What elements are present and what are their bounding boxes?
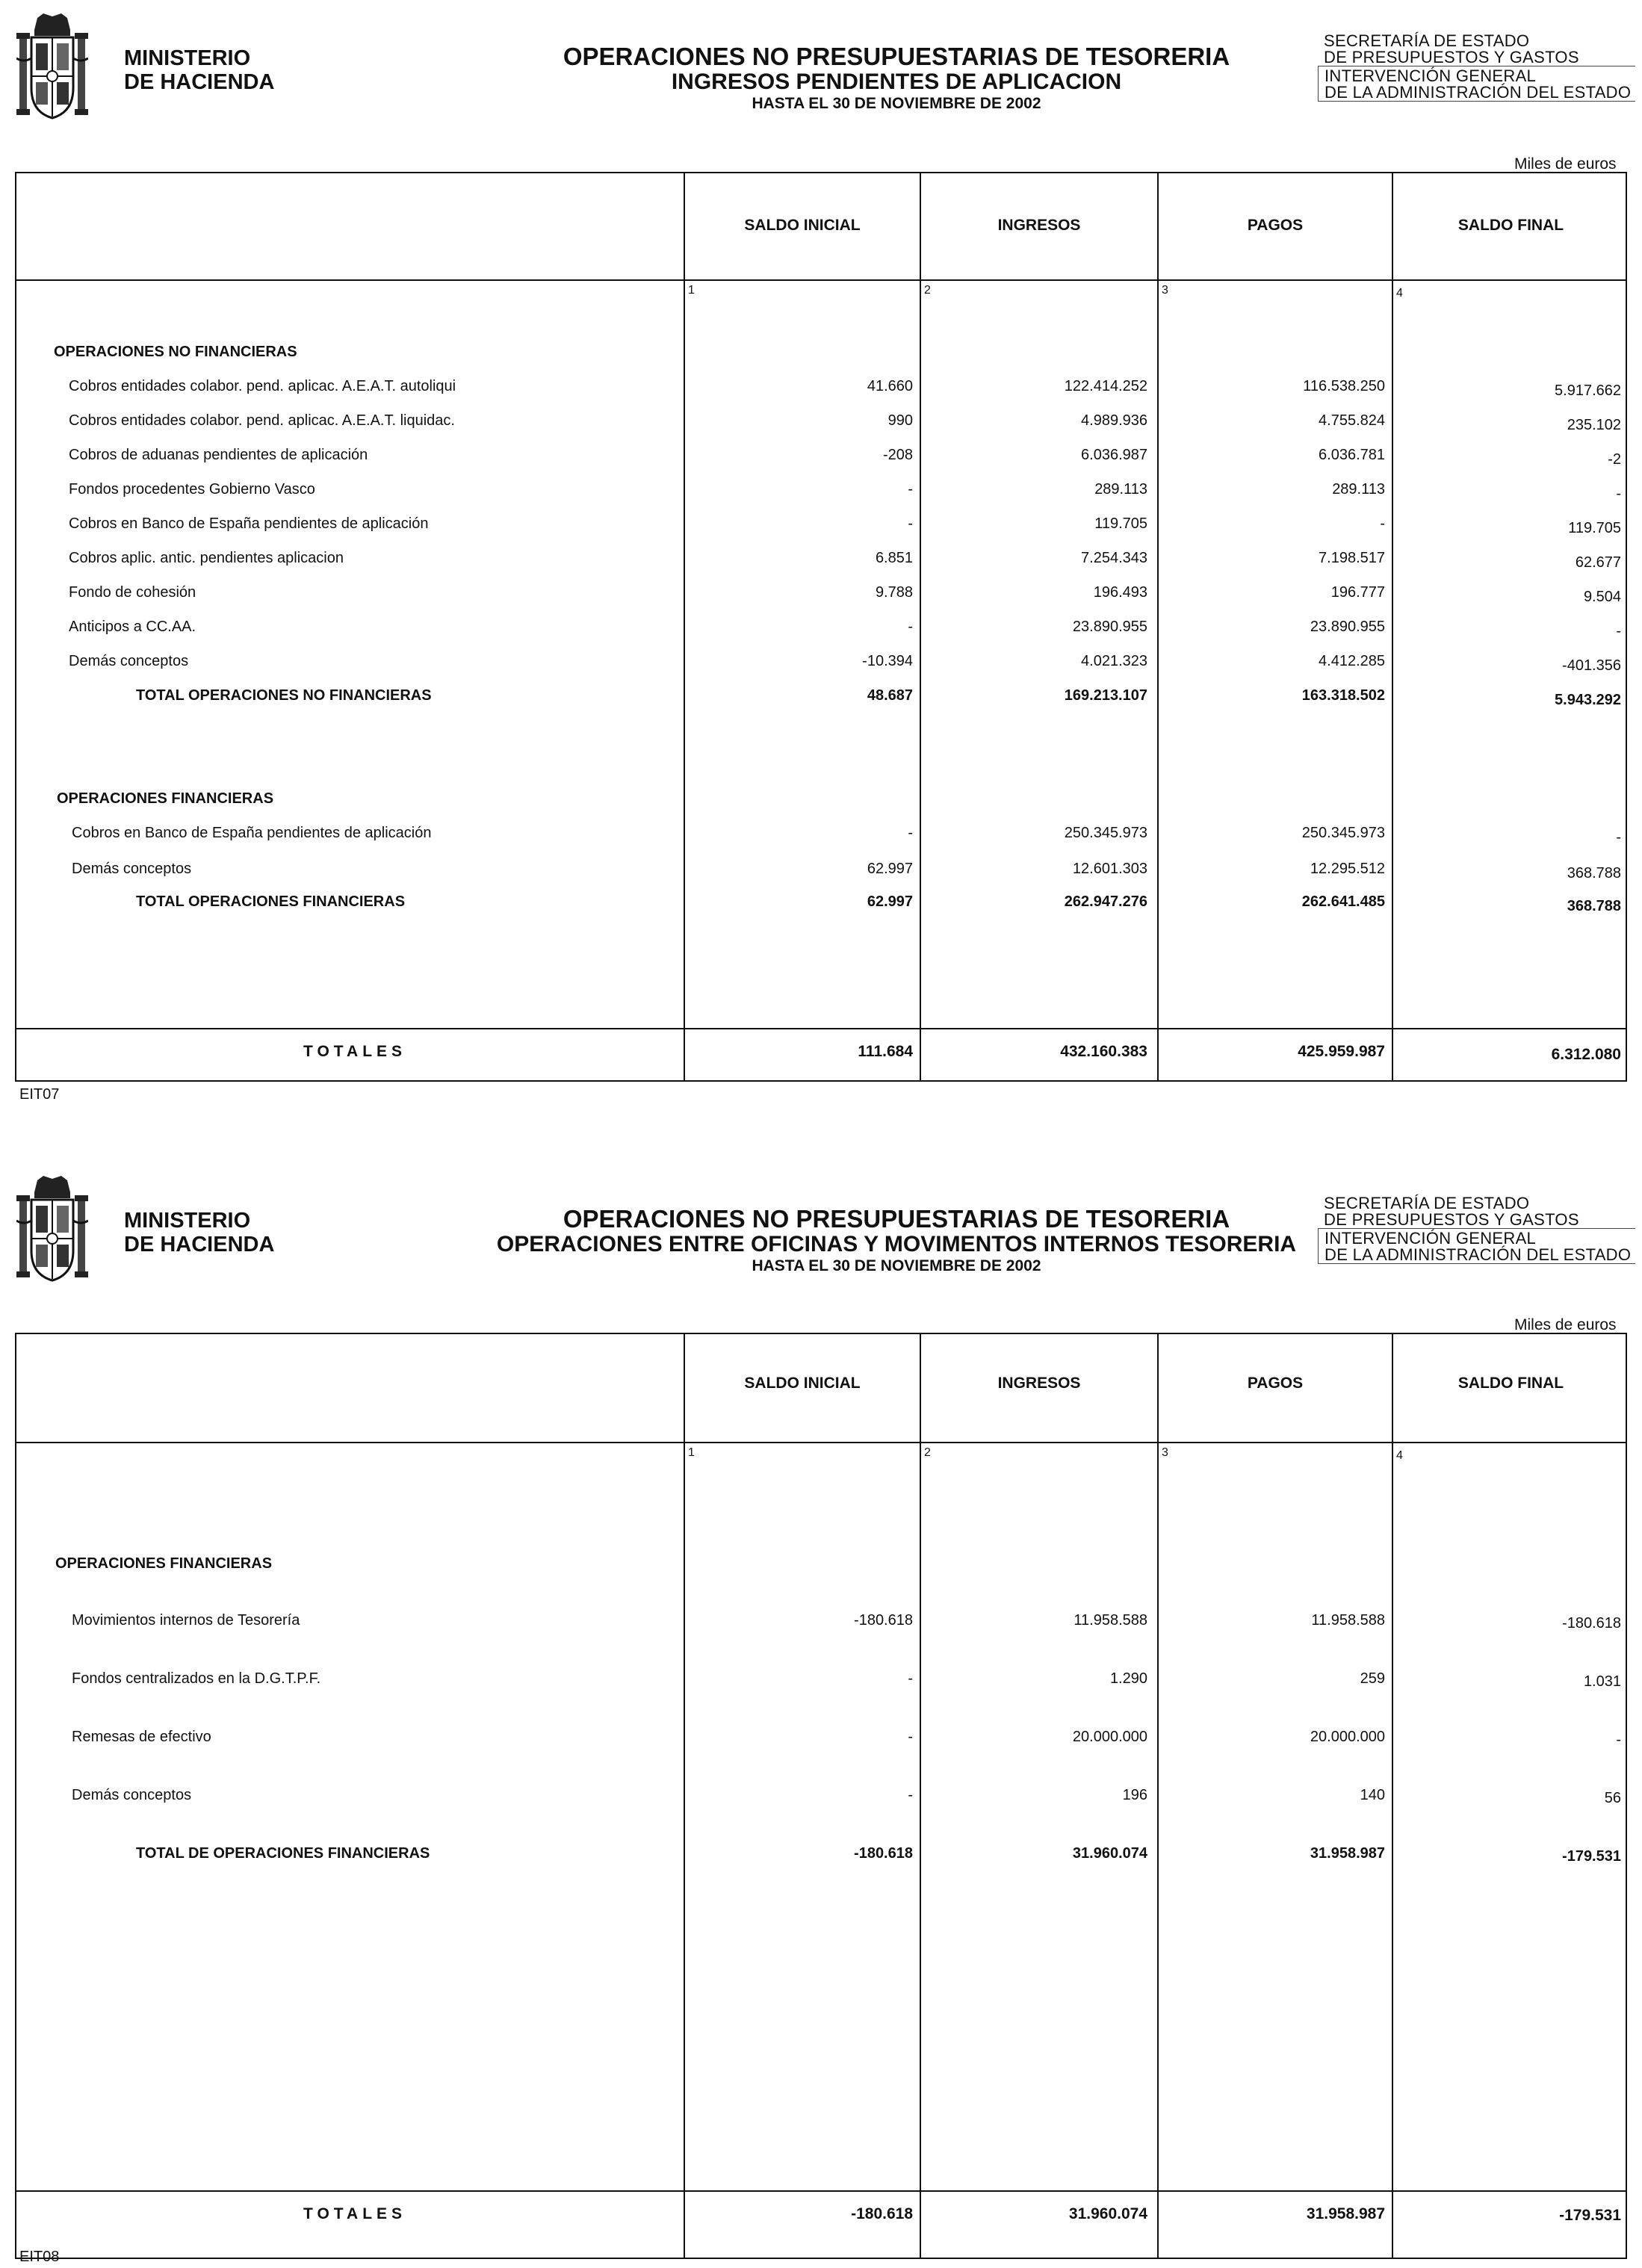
column-header-saldo-final: SALDO FINAL	[1457, 217, 1564, 234]
form-code: EIT07	[19, 1086, 60, 1103]
report-title-block	[418, 1206, 1375, 1276]
page-subtitle: OPERACIONES ENTRE OFICINAS Y MOVIMENTOS INTERNOS TESORERIA	[496, 1232, 1297, 1257]
column-number: 1	[688, 284, 695, 297]
agency-block: SECRETARÍA DE ESTADO DE PRESUPUESTOS Y GASTOS INTERVENCIÓN GENERAL DE LA ADMINISTRACIÓN DEL ESTADO	[1324, 1195, 1635, 1264]
column-number: 3	[1162, 284, 1168, 297]
column-number: 2	[924, 284, 931, 297]
column-number: 3	[1162, 1446, 1168, 1459]
column-header-ingresos: INGRESOS	[997, 217, 1081, 234]
form-code: EIT08	[19, 2249, 60, 2265]
column-header-pagos: PAGOS	[1247, 1375, 1304, 1392]
page-title: OPERACIONES NO PRESUPUESTARIAS DE TESORERIA	[563, 1205, 1230, 1233]
column-header-saldo-inicial: SALDO INICIAL	[744, 217, 861, 234]
column-number: 4	[1396, 287, 1403, 300]
column-header-saldo-inicial: SALDO INICIAL	[744, 1375, 861, 1392]
units-label: Miles de euros	[1514, 155, 1617, 173]
page-subtitle: INGRESOS PENDIENTES DE APLICACION	[671, 69, 1122, 94]
column-number: 2	[924, 1446, 931, 1459]
ministry-name: MINISTERIO DE HACIENDA	[124, 46, 275, 94]
report-date: HASTA EL 30 DE NOVIEMBRE DE 2002	[752, 95, 1041, 112]
column-number: 1	[688, 1446, 695, 1459]
units-label: Miles de euros	[1514, 1316, 1617, 1333]
column-number: 4	[1396, 1449, 1403, 1462]
coat-of-arms-icon	[16, 7, 88, 127]
agency-block: SECRETARÍA DE ESTADO DE PRESUPUESTOS Y GASTOS INTERVENCIÓN GENERAL DE LA ADMINISTRACIÓN DEL ESTADO	[1324, 33, 1635, 102]
column-header-ingresos: INGRESOS	[997, 1375, 1081, 1392]
column-header-saldo-final: SALDO FINAL	[1457, 1375, 1564, 1392]
report-title-block	[418, 43, 1375, 114]
data-table: SALDO INICIAL INGRESOS PAGOS SALDO FINAL 1 2 3 4 OPERACIONES FINANCIERAS Movimientos internos de Tesorería -180.618 11.958.588 11.958.588 -180.618 Fondos centralizados en la D.G.T.P.F. - 1.290 259 1.031 Remesas de efectivo - 20.000.000 20.000.000 - Demás conceptos - 196 140 56 TOTAL DE OPERACIONES FINANCIERAS -180.618 31.960.074 31.958.987 -179.531 TOTALES -180.618 31.960.074 31.958.987 -179.531	[15, 1333, 1627, 2259]
coat-of-arms-icon	[16, 1170, 88, 1289]
column-header-pagos: PAGOS	[1247, 217, 1304, 234]
page-title: OPERACIONES NO PRESUPUESTARIAS DE TESORERIA	[563, 43, 1230, 70]
ministry-name: MINISTERIO DE HACIENDA	[124, 1209, 275, 1257]
report-date: HASTA EL 30 DE NOVIEMBRE DE 2002	[752, 1257, 1041, 1274]
data-table: SALDO INICIAL INGRESOS PAGOS SALDO FINAL 1 2 3 4 OPERACIONES NO FINANCIERAS Cobros entidades colabor. pend. aplicac. A.E.A.T. autoliqui 41.660 122.414.252 116.538.250 5.917.662 Cobros entidades colabor. pend. aplicac. A.E.A.T. liquidac. 990 4.989.936 4.755.824 235.102 Cobros de aduanas pendientes de aplicación -208 6.036.987 6.036.781 -2 Fondos procedentes Gobierno Vasco - 289.113 289.113 - Cobros en Banco de España pendientes de aplicación - 119.705 - 119.705 Cobros aplic. antic. pendientes aplicacion 6.851 7.254.343 7.198.517 62.677 Fondo de cohesión 9.788 196.493 196.777 9.504 Anticipos a CC.AA. - 23.890.955 23.890.955 - Demás conceptos -10.394 4.021.323 4.412.285 -401.356 TOTAL OPERACIONES NO FINANCIERAS 48.687 169.213.107 163.318.502 5.943.292 OPERACIONES FINANCIERAS Cobros en Banco de España pendientes de aplicación - 250.345.973 250.345.973 - Demás conceptos 62.997 12.601.303 12.295.512 368.788 TOTAL OPERACIONES FINANCIERAS 62.997 262.947.276 262.641.485 368.788 TOTALES 111.684 432.160.383 425.959.987 6.312.080	[15, 172, 1627, 1082]
